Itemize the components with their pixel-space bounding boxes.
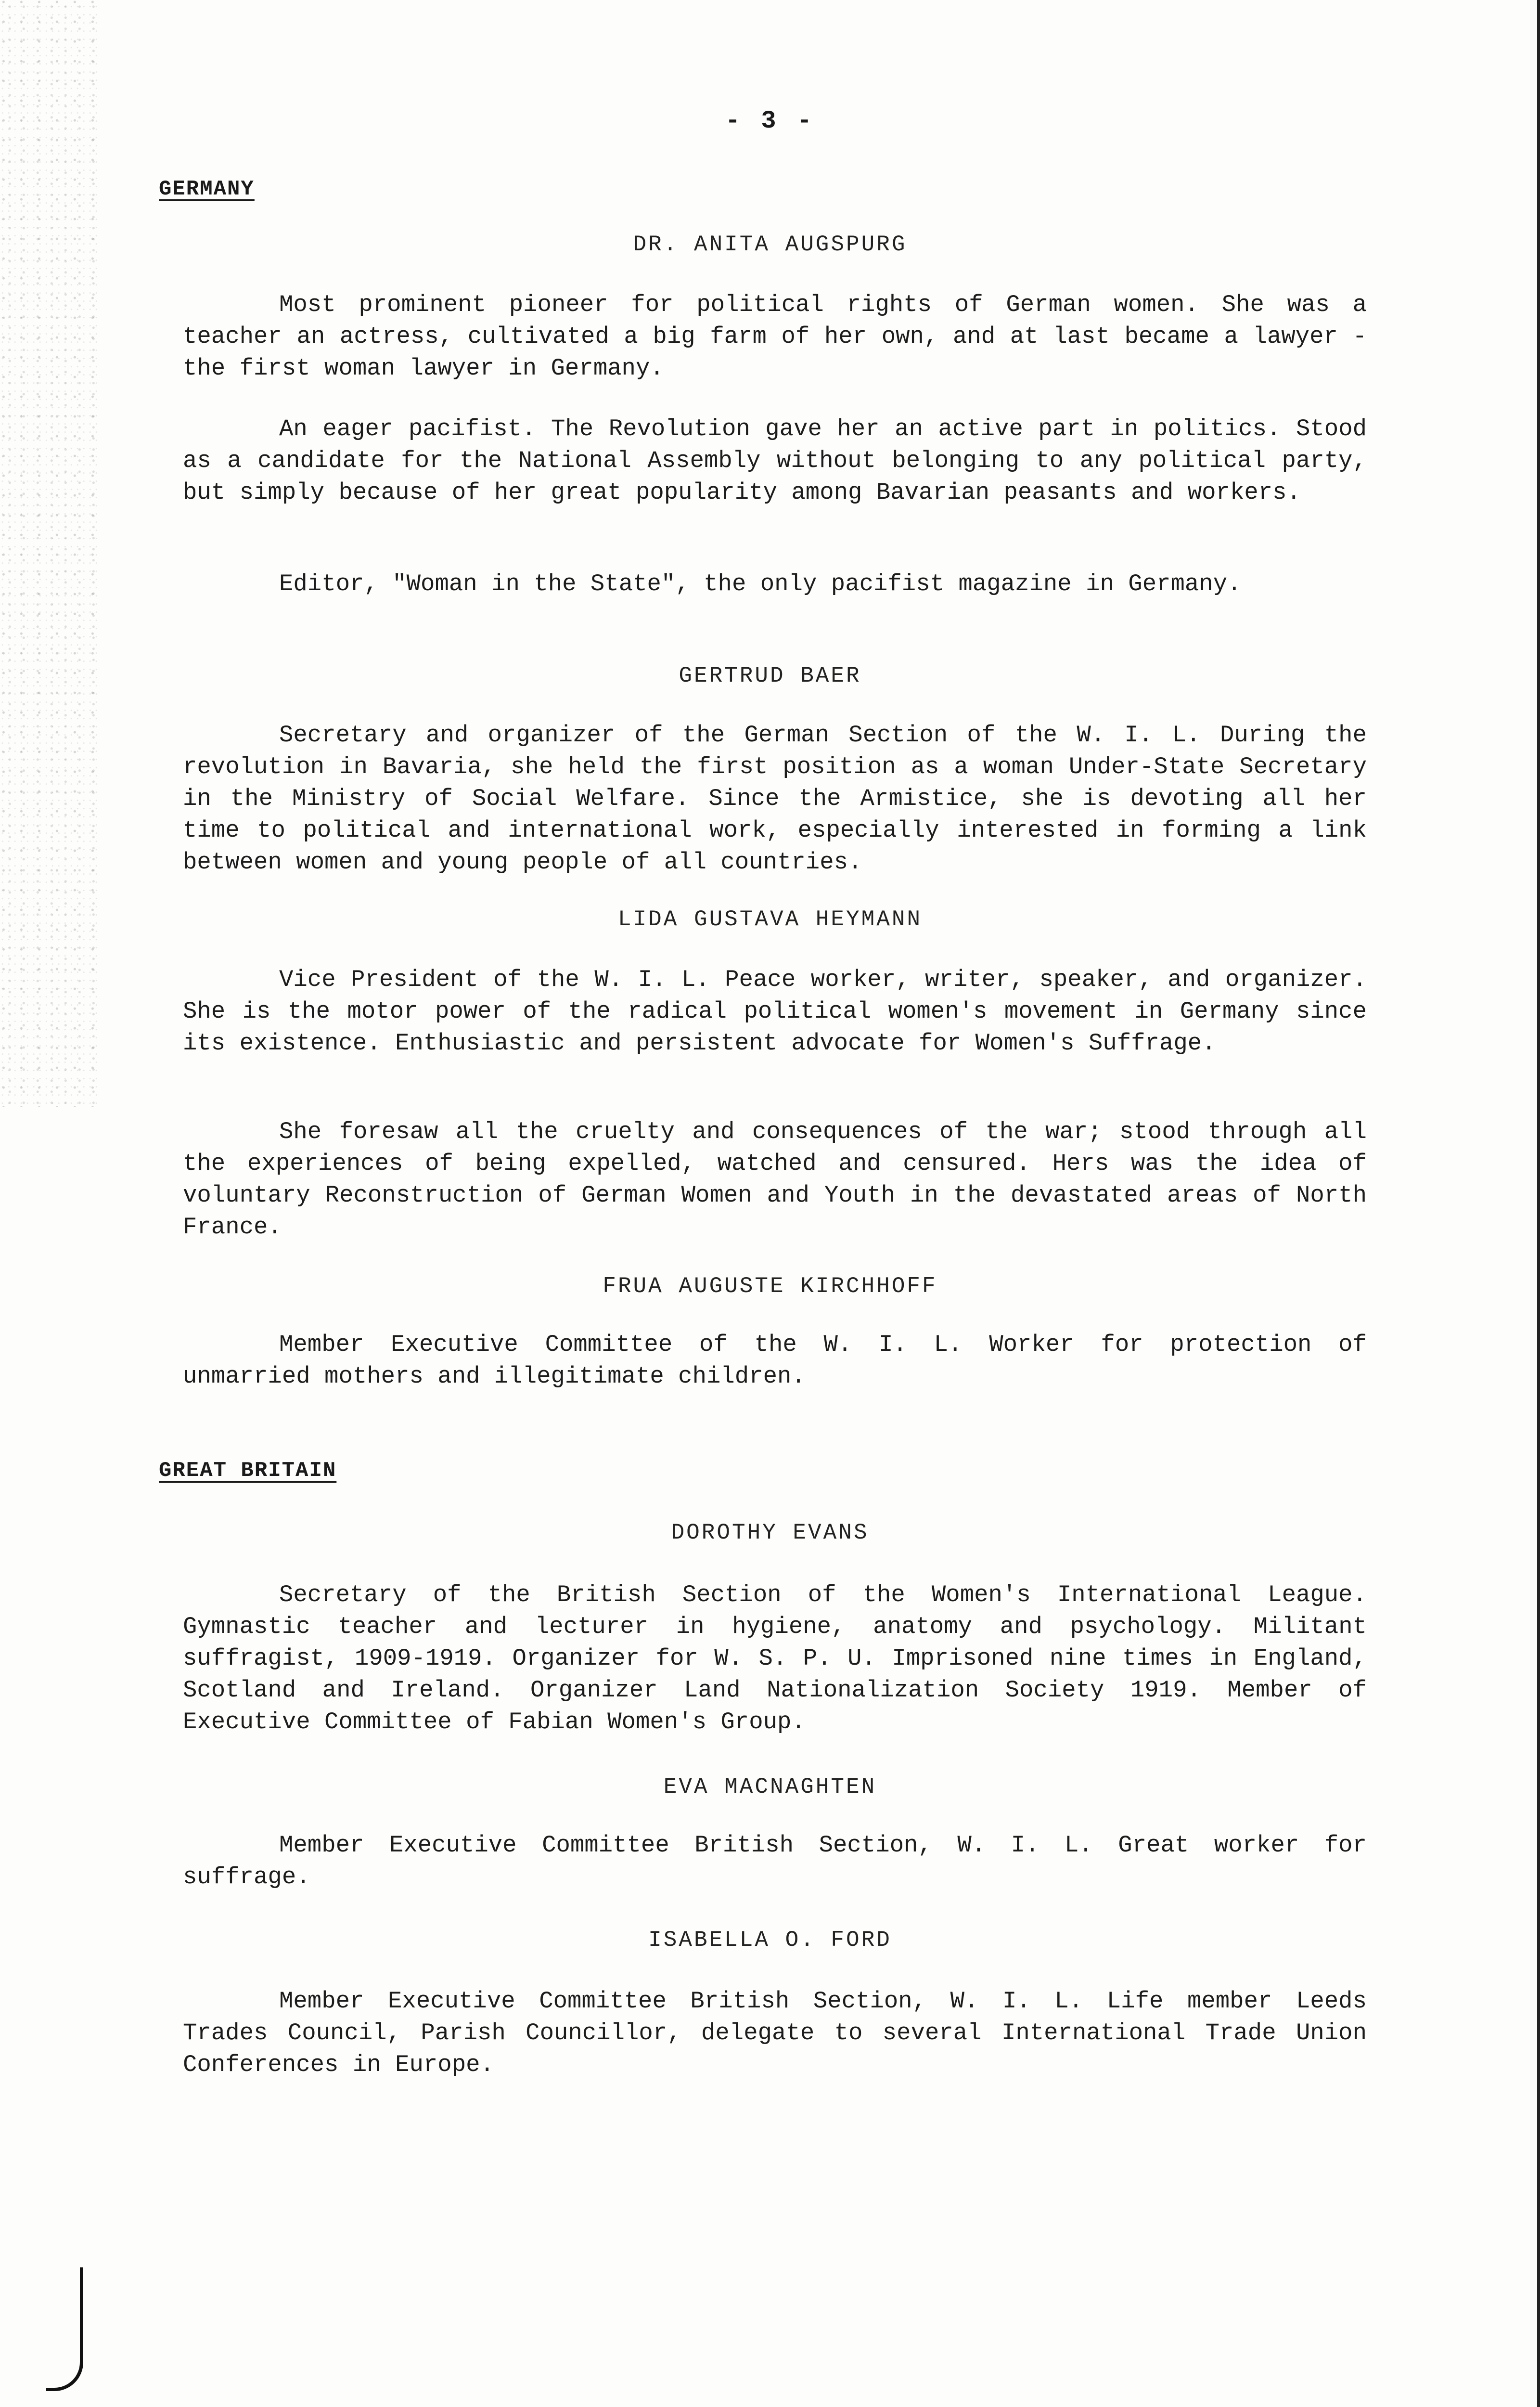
bio-paragraph: Editor, "Woman in the State", the only pacifist magazine in Germany. [279,570,1242,597]
person-name-ford: ISABELLA O. FORD [648,1928,892,1953]
bio-paragraph: Member Executive Committee British Section, W. I. L. Life member Leeds Trades Council, Parish Councillor, delegate to several International Trade Union Conferences in Europe. [183,1988,1367,2078]
bio-paragraph: Vice President of the W. I. L. Peace worker, writer, speaker, and organizer. She is the motor power of the radical political women's movement in Germany since its existence. Enthusiastic and persistent advocate for Women's Suffrage. [183,966,1367,1057]
person-name-evans: DOROTHY EVANS [671,1520,869,1545]
bio-paragraph: Secretary and organizer of the German Section of the W. I. L. During the revolution in Bavaria, she held the first position as a woman Under-State Secretary in the Ministry of Social Welfare. Since the Armistice, she is devoting all her time to political and international work, especially interested in forming a link between women and young people of all countries. [183,722,1367,876]
scan-edge [1537,0,1540,2407]
person-name-baer: GERTRUD BAER [679,663,861,688]
bio-paragraph: Member Executive Committee British Section, W. I. L. Great worker for suffrage. [183,1832,1367,1890]
margin-pen-mark [46,2267,83,2391]
person-name-macnaghten: EVA MACNAGHTEN [663,1774,877,1799]
bio-paragraph: Member Executive Committee of the W. I. L. Worker for protection of unmarried mothers and illegitimate children. [183,1331,1367,1390]
person-name-kirchhoff: FRUA AUGUSTE KIRCHHOFF [603,1274,937,1299]
section-heading-germany: GERMANY [159,177,255,201]
scan-noise [0,0,101,1107]
bio-paragraph: She foresaw all the cruelty and consequences of the war; stood through all the experiences of being expelled, watched and censured. Hers was the idea of voluntary Reconstruction of German Women and Youth in the devastated areas of North France. [183,1118,1367,1241]
bio-paragraph: An eager pacifist. The Revolution gave her an active part in politics. Stood as a candidate for the National Assembly without belonging to any political party, but simply because of her great popularity among Bavarian peasants and workers. [183,415,1367,506]
section-heading-great-britain: GREAT BRITAIN [159,1459,337,1483]
bio-paragraph: Secretary of the British Section of the Women's International League. Gymnastic teacher and lecturer in hygiene, anatomy and psychology. Militant suffragist, 1909-1919. Organizer for W. S. P. U. Imprisoned nine times in England, Scotland and Ireland. Organizer Land Nationalization Society 1919. Member of Executive Committee of Fabian Women's Group. [183,1581,1367,1735]
bio-paragraph: Most prominent pioneer for political rights of German women. She was a teacher an actress, cultivated a big farm of her own, and at last became a lawyer - the first woman lawyer in Germany. [183,291,1367,382]
person-name-augspurg: DR. ANITA AUGSPURG [633,232,907,257]
person-name-heymann: LIDA GUSTAVA HEYMANN [617,907,923,932]
page-number: - 3 - [725,107,815,135]
